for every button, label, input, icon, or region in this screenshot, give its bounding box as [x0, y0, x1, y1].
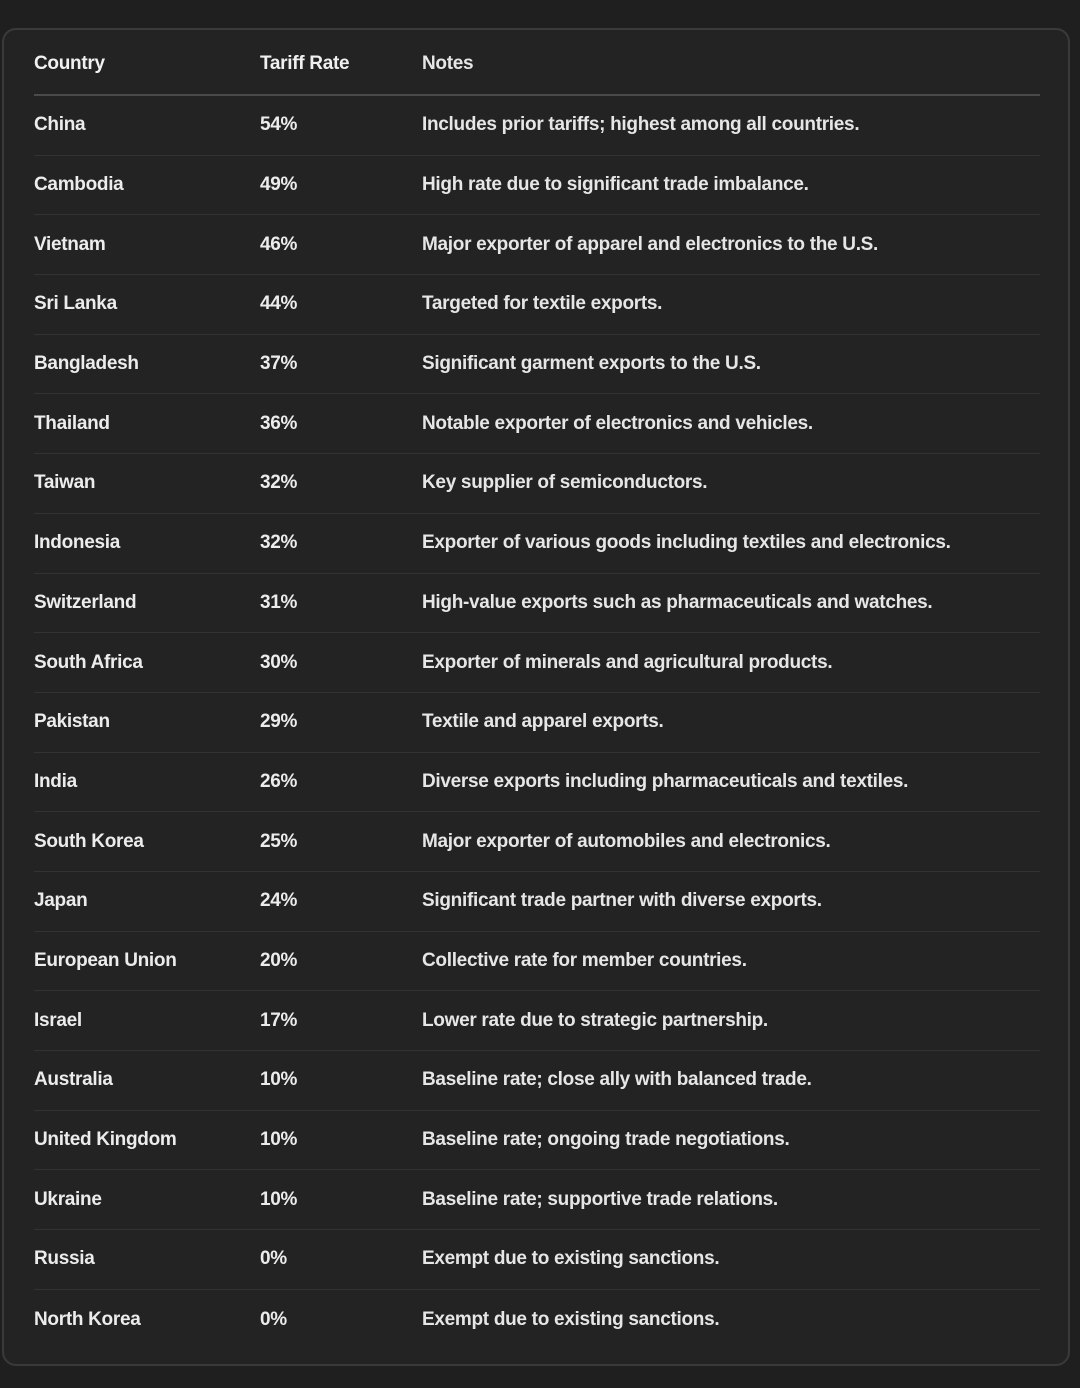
- cell-notes: Major exporter of apparel and electronics to the U.S.: [422, 233, 879, 255]
- cell-notes: Key supplier of semiconductors.: [422, 472, 708, 494]
- cell-notes: Textile and apparel exports.: [422, 711, 664, 733]
- header-tariff-rate: Tariff Rate: [260, 53, 350, 74]
- cell-notes: Exempt due to existing sanctions.: [422, 1308, 720, 1330]
- cell-country: Taiwan: [34, 472, 96, 494]
- cell-country: Ukraine: [34, 1188, 102, 1210]
- cell-tariff-rate: 36%: [260, 412, 298, 434]
- table-header: [34, 30, 1040, 96]
- cell-notes: Exporter of various goods including textiles and electronics.: [422, 532, 951, 554]
- cell-country: South Africa: [34, 651, 143, 673]
- table-row: [34, 156, 1040, 216]
- table-row: [34, 1290, 1040, 1350]
- cell-tariff-rate: 0%: [260, 1308, 287, 1330]
- cell-tariff-rate: 30%: [260, 651, 298, 673]
- cell-country: Israel: [34, 1009, 82, 1031]
- cell-country: South Korea: [34, 830, 144, 852]
- cell-country: Pakistan: [34, 711, 110, 733]
- table-row: [34, 753, 1040, 813]
- tariff-table: [34, 30, 1040, 1349]
- table-row: [34, 932, 1040, 992]
- cell-tariff-rate: 10%: [260, 1188, 298, 1210]
- table-row: [34, 394, 1040, 454]
- cell-country: European Union: [34, 949, 177, 971]
- table-row: [34, 335, 1040, 395]
- table-row: [34, 633, 1040, 693]
- cell-country: Russia: [34, 1248, 95, 1270]
- table-row: [34, 454, 1040, 514]
- cell-notes: Baseline rate; supportive trade relations.: [422, 1188, 778, 1210]
- cell-tariff-rate: 46%: [260, 233, 298, 255]
- cell-tariff-rate: 32%: [260, 472, 298, 494]
- cell-country: China: [34, 114, 86, 136]
- cell-notes: Major exporter of automobiles and electronics.: [422, 830, 831, 852]
- table-row: [34, 1230, 1040, 1290]
- cell-tariff-rate: 49%: [260, 174, 298, 196]
- cell-notes: Exempt due to existing sanctions.: [422, 1248, 720, 1270]
- cell-notes: Targeted for textile exports.: [422, 293, 663, 315]
- cell-country: Indonesia: [34, 532, 120, 554]
- cell-country: Australia: [34, 1069, 113, 1091]
- cell-notes: Baseline rate; ongoing trade negotiations.: [422, 1129, 790, 1151]
- cell-country: Switzerland: [34, 591, 137, 613]
- table-row: [34, 991, 1040, 1051]
- cell-notes: Notable exporter of electronics and vehicles.: [422, 412, 813, 434]
- table-row: [34, 1051, 1040, 1111]
- cell-tariff-rate: 32%: [260, 532, 298, 554]
- cell-tariff-rate: 29%: [260, 711, 298, 733]
- cell-tariff-rate: 10%: [260, 1069, 298, 1091]
- table-row: [34, 693, 1040, 753]
- cell-country: Japan: [34, 890, 88, 912]
- cell-tariff-rate: 10%: [260, 1129, 298, 1151]
- cell-notes: Baseline rate; close ally with balanced trade.: [422, 1069, 812, 1091]
- cell-tariff-rate: 54%: [260, 114, 298, 136]
- table-row: [34, 275, 1040, 335]
- cell-country: North Korea: [34, 1308, 141, 1330]
- table-row: [34, 514, 1040, 574]
- cell-notes: High-value exports such as pharmaceuticals and watches.: [422, 591, 933, 613]
- cell-country: India: [34, 770, 77, 792]
- cell-tariff-rate: 37%: [260, 353, 298, 375]
- cell-tariff-rate: 25%: [260, 830, 298, 852]
- cell-notes: Includes prior tariffs; highest among all countries.: [422, 114, 860, 136]
- cell-notes: Exporter of minerals and agricultural products.: [422, 651, 833, 673]
- table-row: [34, 215, 1040, 275]
- table-row: [34, 1111, 1040, 1171]
- cell-tariff-rate: 44%: [260, 293, 298, 315]
- cell-tariff-rate: 0%: [260, 1248, 287, 1270]
- table-row: [34, 96, 1040, 156]
- header-country: Country: [34, 53, 105, 74]
- cell-country: Sri Lanka: [34, 293, 117, 315]
- cell-country: United Kingdom: [34, 1129, 177, 1151]
- table-row: [34, 574, 1040, 634]
- header-notes: Notes: [422, 53, 474, 74]
- cell-country: Thailand: [34, 412, 110, 434]
- cell-country: Cambodia: [34, 174, 124, 196]
- cell-notes: Collective rate for member countries.: [422, 949, 747, 971]
- table-row: [34, 872, 1040, 932]
- cell-country: Bangladesh: [34, 353, 139, 375]
- cell-tariff-rate: 26%: [260, 770, 298, 792]
- cell-notes: Significant trade partner with diverse exports.: [422, 890, 822, 912]
- cell-notes: Lower rate due to strategic partnership.: [422, 1009, 768, 1031]
- cell-notes: Significant garment exports to the U.S.: [422, 353, 761, 375]
- cell-tariff-rate: 24%: [260, 890, 298, 912]
- cell-notes: High rate due to significant trade imbalance.: [422, 174, 809, 196]
- cell-tariff-rate: 20%: [260, 949, 298, 971]
- cell-notes: Diverse exports including pharmaceuticals and textiles.: [422, 770, 909, 792]
- tariff-table-card: [2, 28, 1070, 1366]
- table-row: [34, 812, 1040, 872]
- cell-tariff-rate: 17%: [260, 1009, 298, 1031]
- cell-country: Vietnam: [34, 233, 106, 255]
- table-row: [34, 1170, 1040, 1230]
- cell-tariff-rate: 31%: [260, 591, 298, 613]
- table-body: [34, 96, 1040, 1349]
